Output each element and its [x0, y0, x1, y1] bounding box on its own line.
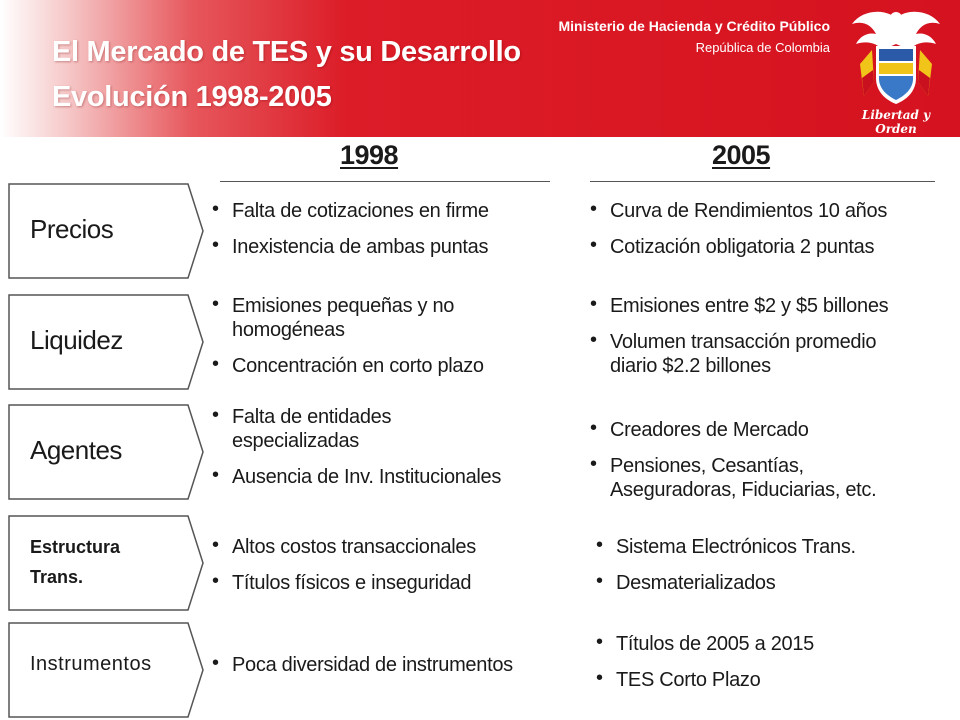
- list-item: • Concentración en corto plazo: [212, 354, 484, 378]
- estructura-2005-list: [596, 535, 856, 607]
- list-item-continuation: homogéneas: [232, 319, 345, 341]
- precios-2005-list: [590, 199, 887, 271]
- list-item-continuation: diario $2.2 billones: [610, 355, 771, 377]
- row-label-agentes: Agentes: [30, 435, 122, 465]
- list-item-continuation: Aseguradoras, Fiduciarias, etc.: [610, 479, 877, 501]
- estructura-1998-list: [212, 535, 476, 607]
- list-item: • Emisiones pequeñas y no: [212, 294, 484, 318]
- list-item: • Pensiones, Cesantías,: [590, 454, 876, 478]
- column-divider-2005: [590, 181, 935, 182]
- republic-name: República de Colombia: [695, 40, 830, 55]
- list-item: • Curva de Rendimientos 10 años: [590, 199, 887, 223]
- precios-1998-list: [212, 199, 489, 271]
- list-item: • Volumen transacción promedio: [590, 330, 888, 354]
- list-item: • Altos costos transaccionales: [212, 535, 476, 559]
- list-item: • Títulos de 2005 a 2015: [596, 632, 814, 656]
- list-item: • Emisiones entre $2 y $5 billones: [590, 294, 888, 318]
- row-label-precios: Precios: [30, 214, 114, 244]
- list-item: • Cotización obligatoria 2 puntas: [590, 235, 887, 259]
- list-item: • Creadores de Mercado: [590, 418, 876, 442]
- list-item: • Inexistencia de ambas puntas: [212, 235, 489, 259]
- motto: Libertad y Orden: [861, 108, 931, 136]
- column-divider-1998: [220, 181, 550, 182]
- list-item: • Desmaterializados: [596, 571, 856, 595]
- list-item: • Títulos físicos e inseguridad: [212, 571, 476, 595]
- instrumentos-1998-list: [212, 653, 513, 689]
- slide-title: El Mercado de TES y su Desarrollo: [52, 36, 521, 68]
- row-label-instrumentos: Instrumentos: [30, 653, 152, 675]
- row-label-liquidez: Liquidez: [30, 325, 123, 355]
- list-item: • Ausencia de Inv. Institucionales: [212, 465, 501, 489]
- liquidez-1998-list: [212, 294, 484, 390]
- column-header-2005: 2005: [712, 140, 771, 170]
- list-item: • Poca diversidad de instrumentos: [212, 653, 513, 677]
- row-label-estructura: Estructura Trans.: [30, 537, 121, 587]
- ministry-name: Ministerio de Hacienda y Crédito Público: [558, 18, 830, 34]
- liquidez-2005-list: [590, 294, 888, 390]
- list-item: • TES Corto Plazo: [596, 668, 814, 692]
- header-banner: [0, 0, 960, 137]
- agentes-1998-list: [212, 405, 501, 501]
- list-item: • Falta de cotizaciones en firme: [212, 199, 489, 223]
- list-item: • Sistema Electrónicos Trans.: [596, 535, 856, 559]
- column-header-1998: 1998: [340, 140, 399, 170]
- instrumentos-2005-list: [596, 632, 814, 704]
- list-item: • Falta de entidades: [212, 405, 501, 429]
- agentes-2005-list: [590, 418, 876, 514]
- list-item-continuation: especializadas: [232, 430, 359, 452]
- slide-subtitle: Evolución 1998-2005: [52, 81, 332, 113]
